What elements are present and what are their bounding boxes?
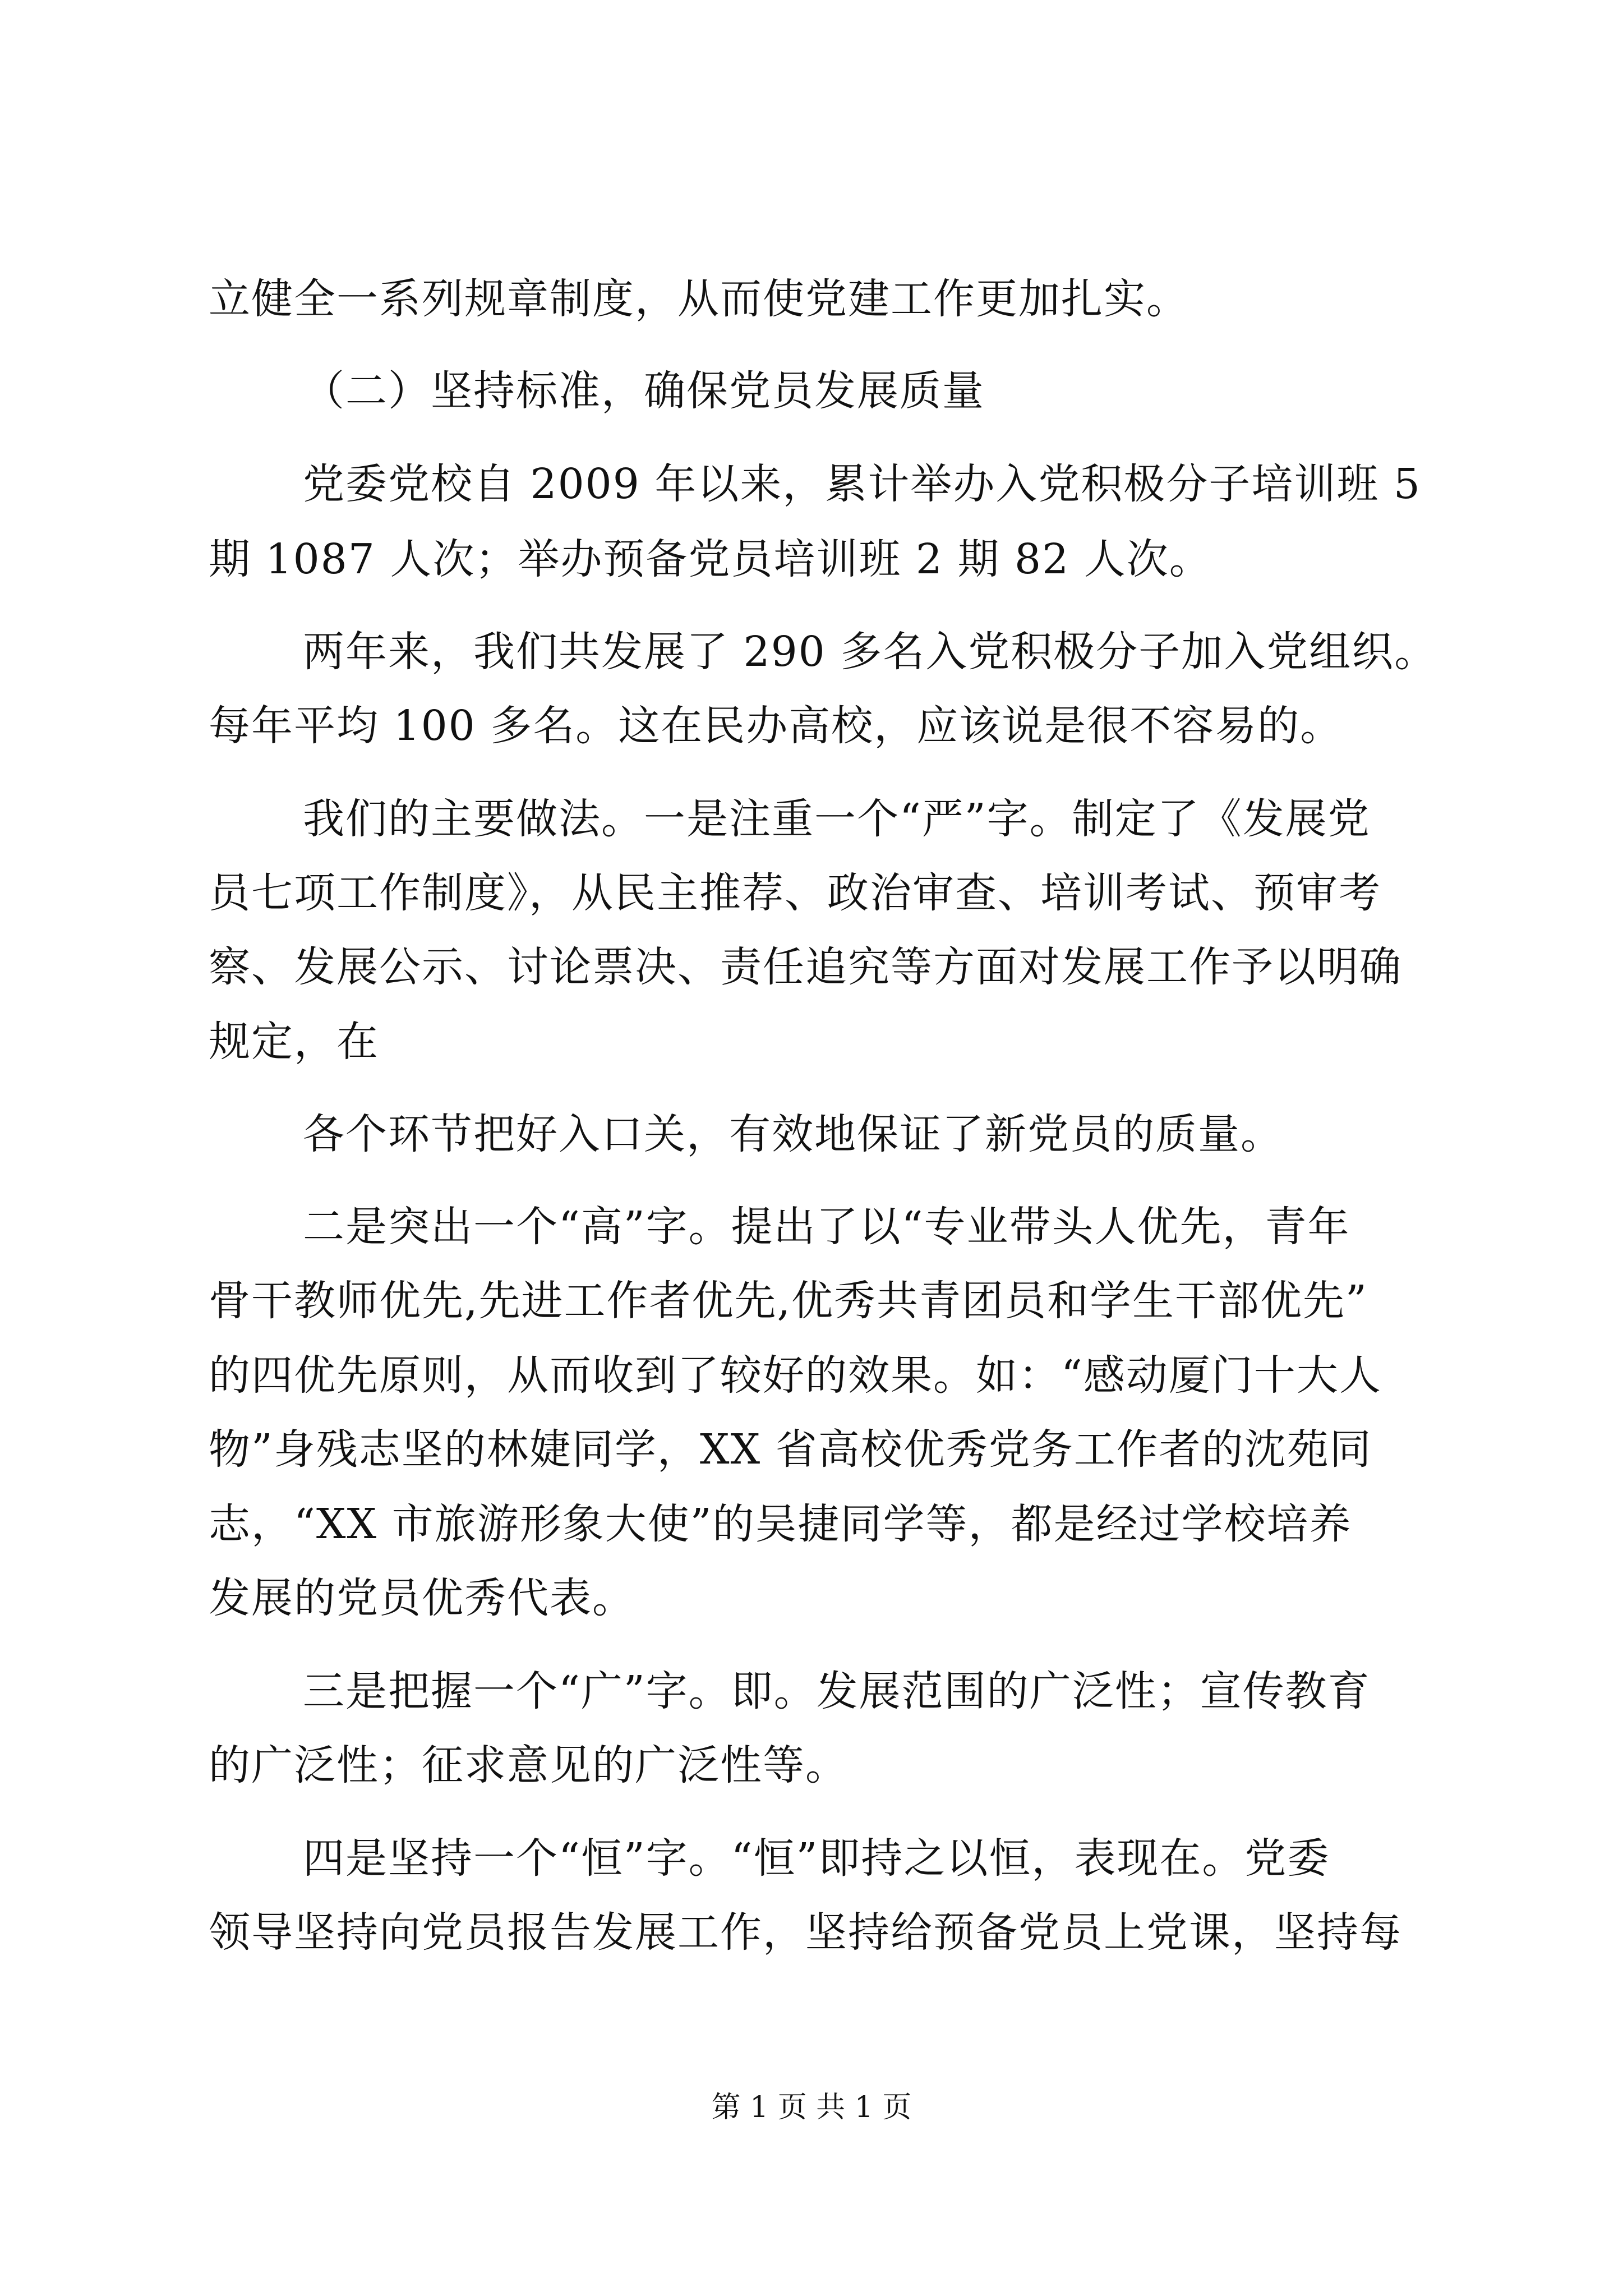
paragraph-line: 领导坚持向党员报告发展工作，坚持给预备党员上党课，坚持每 <box>209 1908 1402 1957</box>
paragraph-line: 发展的党员优秀代表。 <box>209 1574 635 1622</box>
paragraph-line: 骨干教师优先,先进工作者优先,优秀共青团员和学生干部优先” <box>209 1277 1368 1325</box>
paragraph-line: 每年平均 100 多名。这在民办高校，应该说是很不容易的。 <box>209 702 1343 750</box>
page-number-footer: 第 1 页 共 1 页 <box>711 2091 912 2124</box>
section-heading: （二）坚持标准，确保党员发展质量 <box>303 367 985 415</box>
paragraph-line: 员七项工作制度》，从民主推荐、政治审查、培训考试、预审考 <box>209 869 1381 917</box>
paragraph-line: 志，“XX 市旅游形象大使”的吴捷同学等，都是经过学校培养 <box>209 1500 1352 1548</box>
paragraph-line: 四是坚持一个“恒”字。“恒”即持之以恒，表现在。党委 <box>303 1834 1330 1883</box>
paragraph-line: 物”身残志坚的林婕同学，XX 省高校优秀党务工作者的沈苑同 <box>209 1425 1372 1474</box>
paragraph-line: 三是把握一个“广”字。即。发展范围的广泛性；宣传教育 <box>303 1667 1371 1715</box>
paragraph-line: 党委党校自 2009 年以来，累计举办入党积极分子培训班 5 <box>303 460 1421 508</box>
paragraph-line: 我们的主要做法。一是注重一个“严”字。制定了《发展党 <box>303 795 1371 843</box>
paragraph-line: 期 1087 人次；举办预备党员培训班 2 期 82 人次。 <box>209 535 1212 583</box>
paragraph-line: 两年来，我们共发展了 290 多名入党积极分子加入党组织。 <box>303 628 1437 676</box>
text-line: 立健全一系列规章制度，从而使党建工作更加扎实。 <box>209 275 1189 323</box>
paragraph-line: 二是突出一个“高”字。提出了以“专业带头人优先，青年 <box>303 1203 1350 1251</box>
paragraph-line: 各个环节把好入口关，有效地保证了新党员的质量。 <box>303 1110 1283 1158</box>
paragraph-line: 的广泛性；征求意见的广泛性等。 <box>209 1741 848 1789</box>
paragraph-line: 的四优先原则，从而收到了较好的效果。如：“感动厦门十大人 <box>209 1351 1382 1400</box>
paragraph-line: 察、发展公示、讨论票决、责任追究等方面对发展工作予以明确 <box>209 943 1402 991</box>
paragraph-line: 规定，在 <box>209 1018 379 1066</box>
